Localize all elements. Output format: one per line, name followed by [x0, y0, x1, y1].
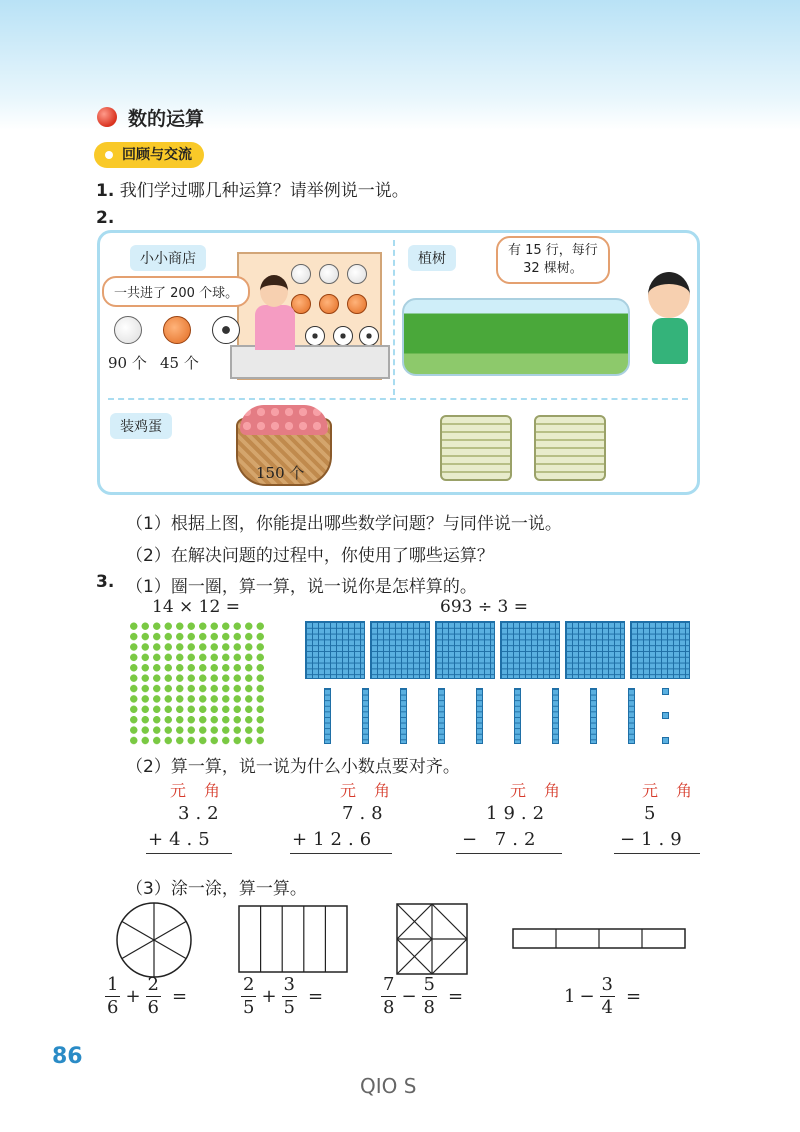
unit-cube	[662, 688, 669, 695]
equals-sign: =	[172, 986, 188, 1007]
volleyball-icon	[347, 264, 367, 284]
ten-rod	[324, 688, 331, 744]
basketball-icon	[163, 316, 191, 344]
problem-4-rule	[614, 853, 700, 854]
expression-multiply: 14 × 12 =	[152, 597, 240, 617]
equals-sign: =	[448, 986, 464, 1007]
trees-speech-bubble	[496, 236, 610, 284]
problem-1-rule	[146, 853, 232, 854]
ten-rod	[590, 688, 597, 744]
operator: −	[579, 986, 595, 1007]
problem-4-top: 5	[644, 803, 662, 824]
circle-sixths-shape[interactable]	[114, 900, 194, 980]
footer-watermark: QIO S	[360, 1074, 417, 1098]
basketball-count: 45 个	[160, 354, 199, 372]
question-1-number: 1.	[96, 181, 115, 201]
question-2-sub1: （1）根据上图，你能提出哪些数学问题？与同伴说一说。	[126, 514, 562, 534]
volleyball-icon	[291, 264, 311, 284]
operator: +	[125, 986, 141, 1007]
ten-rod	[552, 688, 559, 744]
boy-body	[652, 318, 688, 364]
numerator: 3	[601, 974, 613, 995]
shop-speech-bubble: 一共进了 200 个球。	[102, 276, 250, 307]
equals-sign: =	[626, 986, 642, 1007]
boy-head	[648, 272, 690, 318]
units-header-3	[510, 778, 578, 801]
question-3-sub2: （2）算一算，说一说为什么小数点要对齐。	[126, 757, 460, 777]
unit-cube	[662, 737, 669, 744]
ten-rod	[476, 688, 483, 744]
denominator: 4	[601, 997, 613, 1018]
units-header-1	[170, 778, 238, 801]
problem-3-top: 19.2	[486, 803, 551, 824]
section-bullet-icon	[97, 107, 117, 127]
problem-1-top: 3.2	[178, 803, 225, 824]
basketball-icon	[319, 294, 339, 314]
question-1	[96, 176, 409, 201]
subsection-tag: 回顾与交流	[94, 142, 204, 168]
shop-label: 小小商店	[130, 245, 206, 271]
egg-tray-stack	[440, 415, 512, 481]
fraction-expression-1	[100, 974, 187, 1019]
ten-rod	[400, 688, 407, 744]
units-label: 元角	[340, 781, 409, 800]
shop-counter	[230, 345, 390, 379]
hundred-block	[565, 621, 625, 679]
dot-array	[128, 621, 266, 746]
problem-2-rule	[290, 853, 392, 854]
fraction-expression-2	[236, 974, 323, 1019]
square-eighths-shape[interactable]	[396, 903, 468, 975]
fraction-expression-3	[376, 974, 463, 1019]
shopkeeper-head	[260, 275, 288, 307]
units-header-2	[340, 778, 408, 801]
problem-3-bottom: − 7.2	[462, 829, 542, 850]
hundred-block	[370, 621, 430, 679]
eggs-label: 装鸡蛋	[110, 413, 172, 439]
volleyball-icon	[319, 264, 339, 284]
denominator: 6	[147, 997, 159, 1018]
question-3-number: 3.	[96, 572, 115, 592]
section-title: 数的运算	[128, 108, 205, 130]
trees-bubble-line2: 32 棵树。	[523, 261, 583, 276]
egg-count: 150 个	[256, 464, 305, 482]
problem-2-bottom: +12.6	[292, 829, 378, 850]
hundred-block	[305, 621, 365, 679]
equals-sign: =	[308, 986, 324, 1007]
operator: −	[401, 986, 417, 1007]
problem-4-bottom: −1.9	[620, 829, 688, 850]
units-label: 元角	[510, 781, 579, 800]
question-1-text: 我们学过哪几种运算？请举例说一说。	[119, 181, 409, 201]
fraction-expression-4	[564, 974, 641, 1019]
forest-picture	[402, 298, 630, 376]
question-3-sub1: （1）圈一圈，算一算，说一说你是怎样算的。	[126, 577, 477, 597]
numerator: 2	[243, 974, 255, 995]
expression-divide: 693 ÷ 3 =	[440, 597, 528, 617]
whole-number: 1	[564, 986, 576, 1007]
shopkeeper-body	[255, 305, 295, 350]
denominator: 6	[107, 997, 119, 1018]
operator: +	[261, 986, 277, 1007]
question-2-number: 2.	[96, 208, 115, 228]
denominator: 5	[283, 997, 295, 1018]
panel-divider-vertical	[393, 240, 395, 395]
numerator: 7	[383, 974, 395, 995]
problem-2-top: 7.8	[342, 803, 389, 824]
header-band	[0, 0, 800, 130]
denominator: 8	[383, 997, 395, 1018]
question-2-sub2: （2）在解决问题的过程中，你使用了哪些运算？	[126, 546, 494, 566]
denominator: 5	[243, 997, 255, 1018]
volleyball-count: 90 个	[108, 354, 147, 372]
hundred-block	[500, 621, 560, 679]
trees-label: 植树	[408, 245, 456, 271]
rectangle-fifths-shape[interactable]	[238, 905, 348, 973]
ten-rod	[514, 688, 521, 744]
page-number: 86	[52, 1044, 83, 1069]
bar-quarters-shape[interactable]	[512, 928, 686, 950]
units-header-4	[642, 778, 710, 801]
unit-cube	[662, 712, 669, 719]
hundred-block	[435, 621, 495, 679]
ten-rod	[628, 688, 635, 744]
numerator: 5	[423, 974, 435, 995]
numerator: 3	[283, 974, 295, 995]
units-label: 元角	[170, 781, 239, 800]
soccer-ball-icon	[359, 326, 379, 346]
question-3-sub3: （3）涂一涂，算一算。	[126, 879, 307, 899]
problem-1-bottom: +4.5	[148, 829, 216, 850]
soccer-ball-icon	[305, 326, 325, 346]
trees-bubble-line1: 有 15 行，每行	[508, 243, 598, 258]
denominator: 8	[423, 997, 435, 1018]
numerator: 2	[147, 974, 159, 995]
panel-divider-horizontal	[108, 398, 688, 400]
eggs-pile	[240, 405, 328, 435]
egg-tray-stack	[534, 415, 606, 481]
units-label: 元角	[642, 781, 711, 800]
numerator: 1	[107, 974, 119, 995]
soccer-ball-icon	[333, 326, 353, 346]
soccer-ball-icon	[212, 316, 240, 344]
ten-rod	[438, 688, 445, 744]
basketball-icon	[347, 294, 367, 314]
ten-rod	[362, 688, 369, 744]
hundred-block	[630, 621, 690, 679]
volleyball-icon	[114, 316, 142, 344]
problem-3-rule	[456, 853, 562, 854]
